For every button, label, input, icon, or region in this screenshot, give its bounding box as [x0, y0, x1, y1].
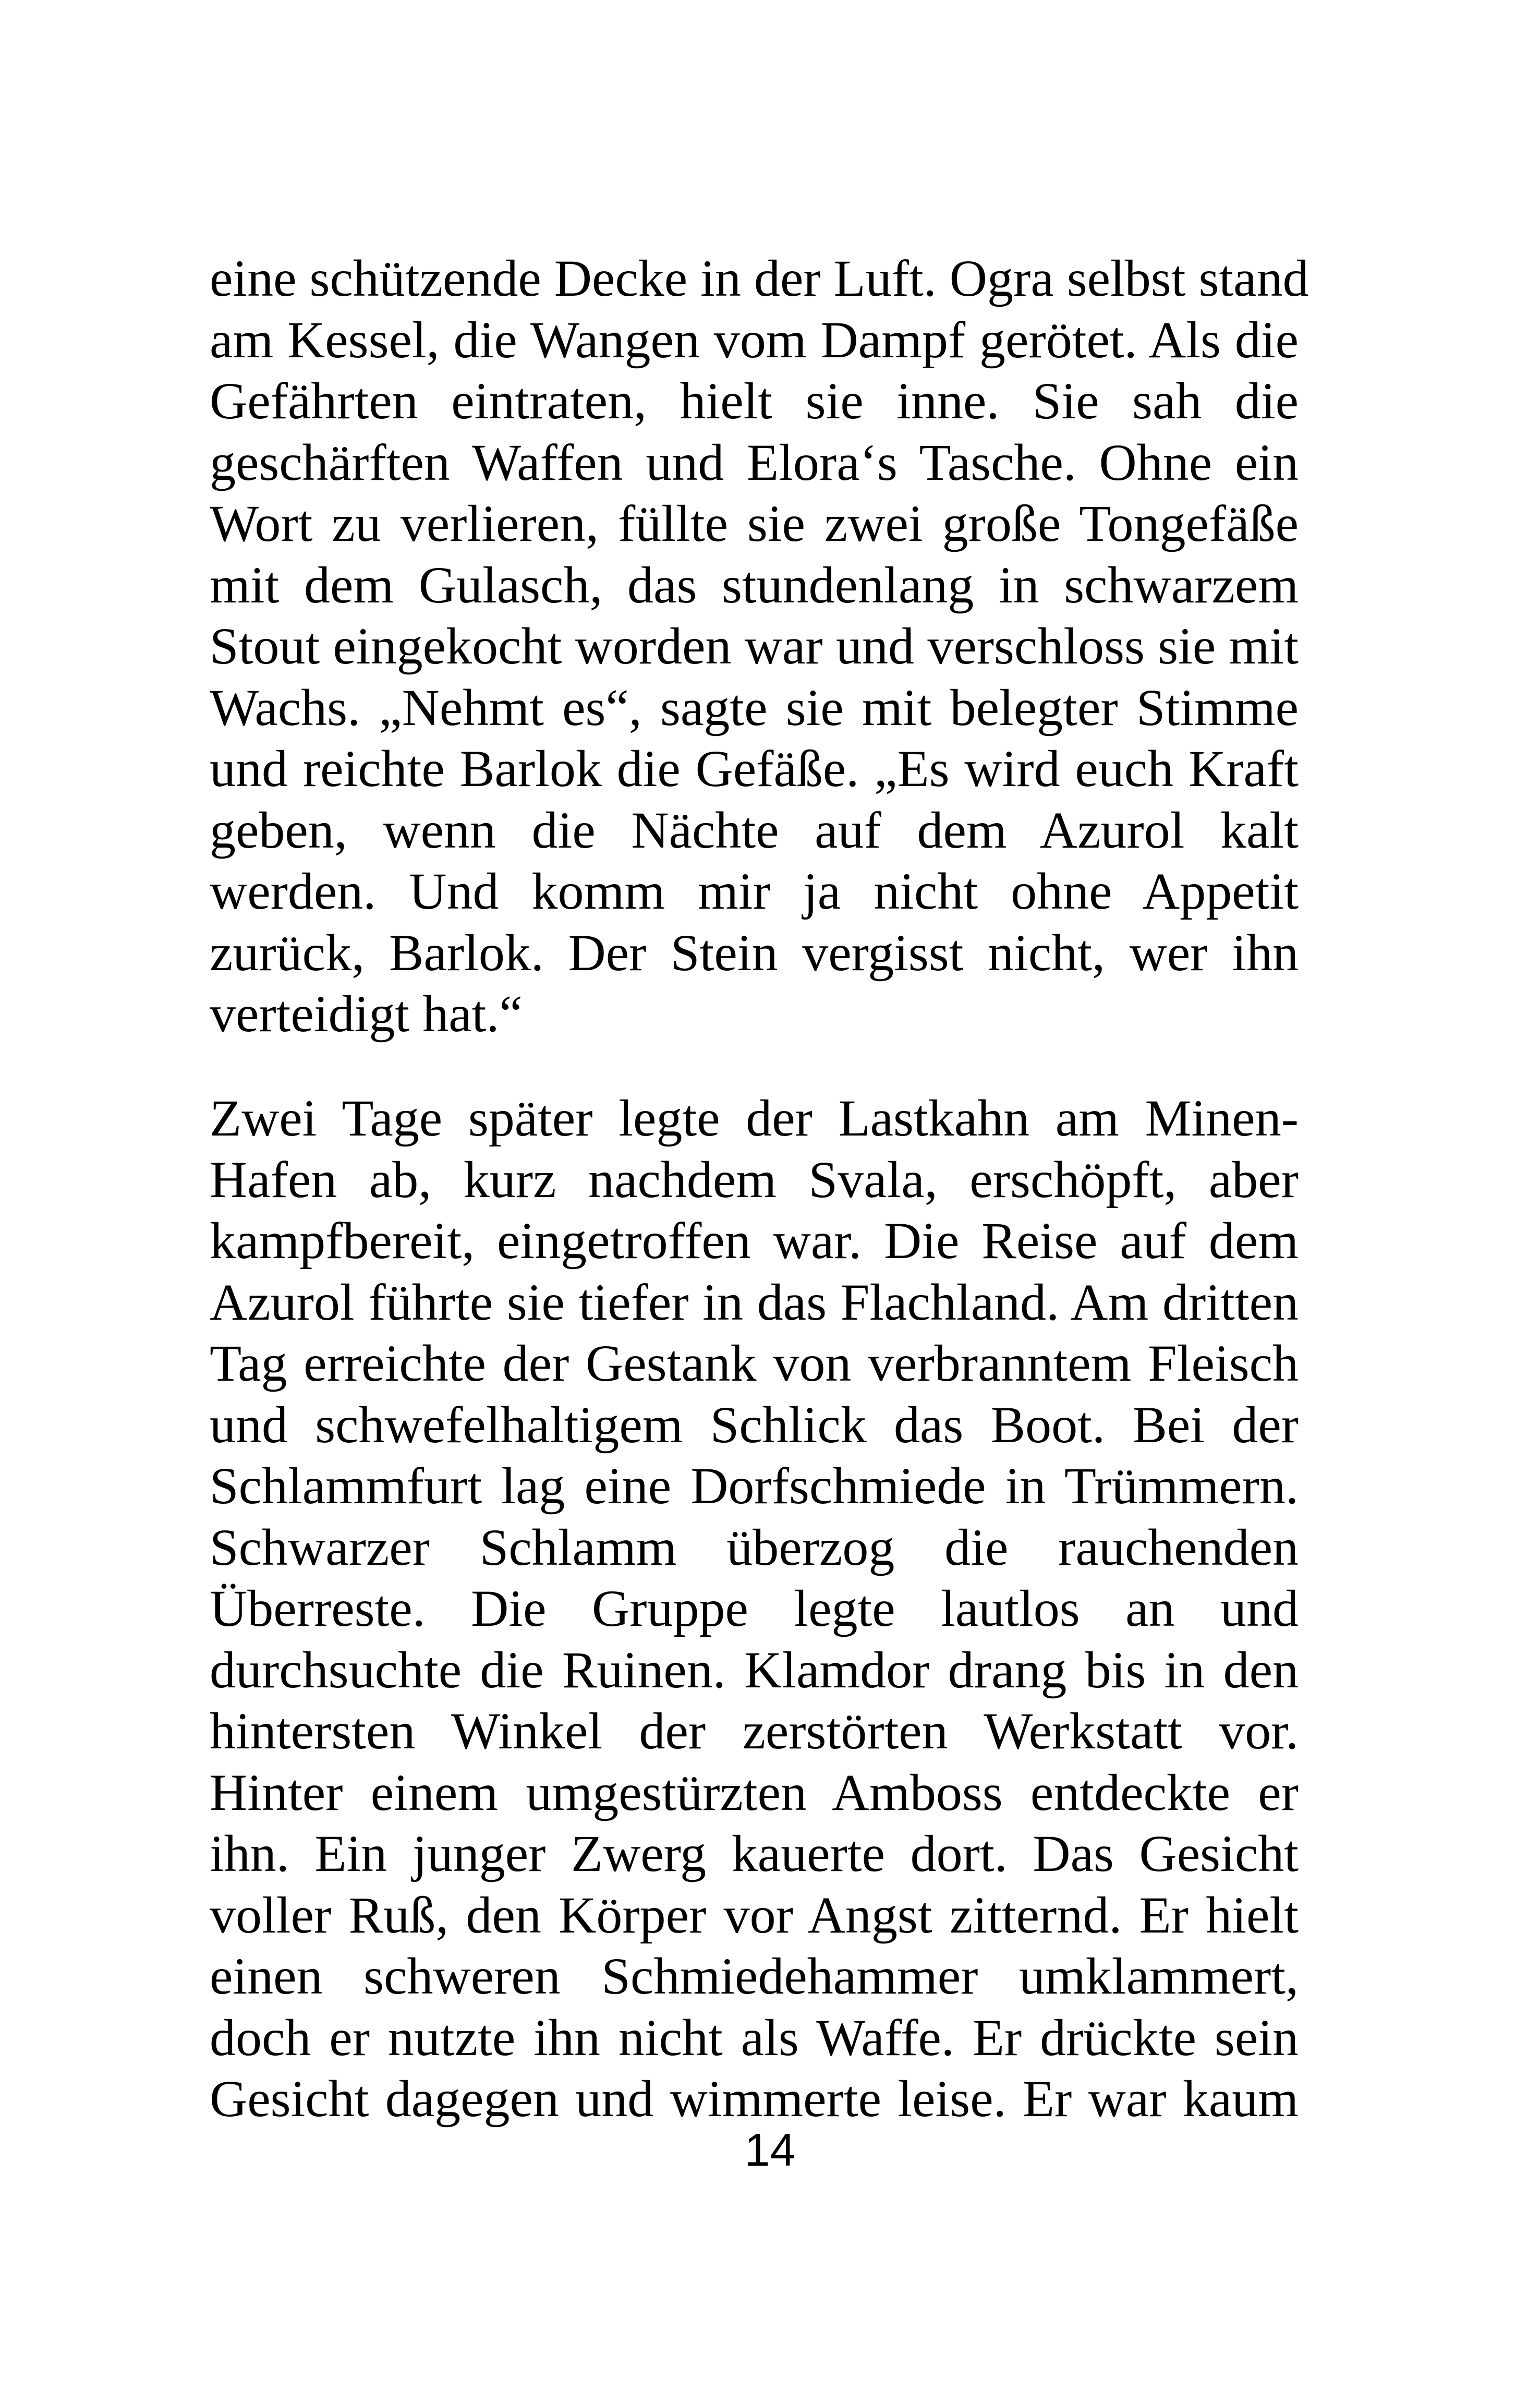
text-line: Schwarzer Schlamm überzog die rauchenden — [210, 1518, 1299, 1576]
text-line: einen schweren Schmiedehammer umklammert, — [210, 1947, 1299, 2005]
text-line: Gefährten eintraten, hielt sie inne. Sie sah die — [210, 372, 1299, 430]
text-line: voller Ruß, den Körper vor Angst zitternd. Er hielt — [210, 1886, 1299, 1944]
text-line: Tag erreichte der Gestank von verbranntem Fleisch — [210, 1334, 1299, 1392]
text-line: eine schützende Decke in der Luft. Ogra selbst stand — [210, 249, 1309, 307]
text-line: zurück, Barlok. Der Stein vergisst nicht, wer ihn — [210, 923, 1299, 982]
text-line: werden. Und komm mir ja nicht ohne Appetit — [210, 862, 1299, 920]
text-line: Wachs. „Nehmt es“, sagte sie mit belegter Stimme — [210, 678, 1299, 736]
text-line: durchsuchte die Ruinen. Klamdor drang bis in den — [210, 1640, 1299, 1699]
page-number: 14 — [744, 2124, 796, 2176]
text-line: geschärften Waffen und Elora‘s Tasche. Ohne ein — [210, 433, 1299, 491]
text-line: kampfbereit, eingetroffen war. Die Reise auf dem — [210, 1212, 1299, 1270]
paragraph-2 — [210, 1088, 1299, 2130]
text-line: hintersten Winkel der zerstörten Werkstatt vor. — [210, 1702, 1299, 1760]
text-line: Wort zu verlieren, füllte sie zwei große Tongefäße — [210, 494, 1299, 552]
text-line: Azurol führte sie tiefer in das Flachland. Am dritten — [210, 1273, 1299, 1331]
text-line: und schwefelhaltigem Schlick das Boot. Bei der — [210, 1395, 1299, 1454]
text-line: Stout eingekocht worden war und verschloss sie mit — [210, 617, 1299, 675]
text-line: Hafen ab, kurz nachdem Svala, erschöpft, aber — [210, 1150, 1299, 1209]
text-line: geben, wenn die Nächte auf dem Azurol kalt — [210, 801, 1299, 859]
text-line: Gesicht dagegen und wimmerte leise. Er war kaum — [210, 2070, 1299, 2128]
text-line: mit dem Gulasch, das stundenlang in schwarzem — [210, 556, 1299, 614]
text-line: Überreste. Die Gruppe legte lautlos an und — [210, 1579, 1299, 1637]
text-line: Hinter einem umgestürzten Amboss entdeckte er — [210, 1763, 1299, 1821]
text-line: ihn. Ein junger Zwerg kauerte dort. Das Gesicht — [210, 1825, 1299, 1882]
text-line: doch er nutzte ihn nicht als Waffe. Er drückte sein — [210, 2008, 1299, 2067]
text-line: am Kessel, die Wangen vom Dampf gerötet. Als die — [210, 310, 1299, 369]
text-line: Schlammfurt lag eine Dorfschmiede in Trümmern. — [210, 1457, 1299, 1515]
text-line: verteidigt hat.“ — [210, 985, 523, 1043]
text-line: Zwei Tage später legte der Lastkahn am Minen- — [210, 1089, 1299, 1147]
text-line: und reichte Barlok die Gefäße. „Es wird euch Kraft — [210, 740, 1299, 798]
paragraph-1 — [210, 248, 1309, 1045]
